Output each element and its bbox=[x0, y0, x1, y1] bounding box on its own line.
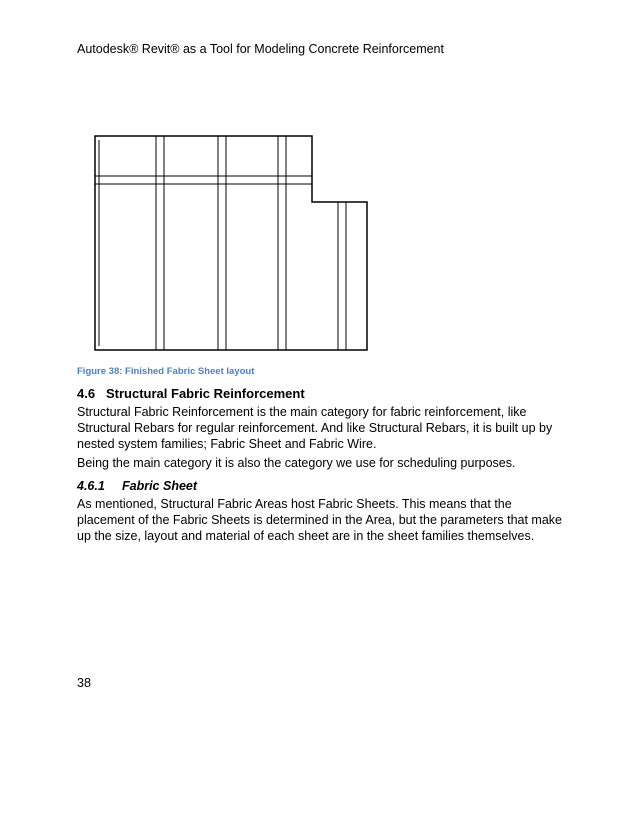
page-number: 38 bbox=[77, 676, 91, 690]
section-paragraph-2: Being the main category it is also the category we use for scheduling purposes. bbox=[77, 456, 516, 470]
section-title: Structural Fabric Reinforcement bbox=[106, 386, 305, 401]
section-number: 4.6 bbox=[77, 386, 96, 401]
subsection-paragraph: As mentioned, Structural Fabric Areas host Fabric Sheets. This means that the placement of the Fabric Sheets is determined in the Area, but the parameters that make up the size, layout and material of each sheet are in the sheet families themselves. bbox=[77, 497, 562, 543]
subsection-title: Fabric Sheet bbox=[122, 479, 198, 493]
subsection-number: 4.6.1 bbox=[77, 479, 105, 493]
fabric-sheet-layout-figure bbox=[90, 132, 375, 357]
running-header: Autodesk® Revit® as a Tool for Modeling Concrete Reinforcement bbox=[77, 42, 444, 56]
figure-caption: Figure 38: Finished Fabric Sheet layout bbox=[77, 366, 255, 377]
section-paragraph-1: Structural Fabric Reinforcement is the main category for fabric reinforcement, like Structural Rebars for regular reinforcement. And like Structural Rebars, it is built up by nested system families; Fabric Sheet and Fabric Wire. bbox=[77, 405, 553, 451]
area-outline bbox=[95, 136, 367, 350]
fabric-sheet-layout-drawing bbox=[90, 132, 375, 357]
subsection-heading bbox=[77, 479, 197, 493]
section-heading bbox=[77, 386, 305, 401]
